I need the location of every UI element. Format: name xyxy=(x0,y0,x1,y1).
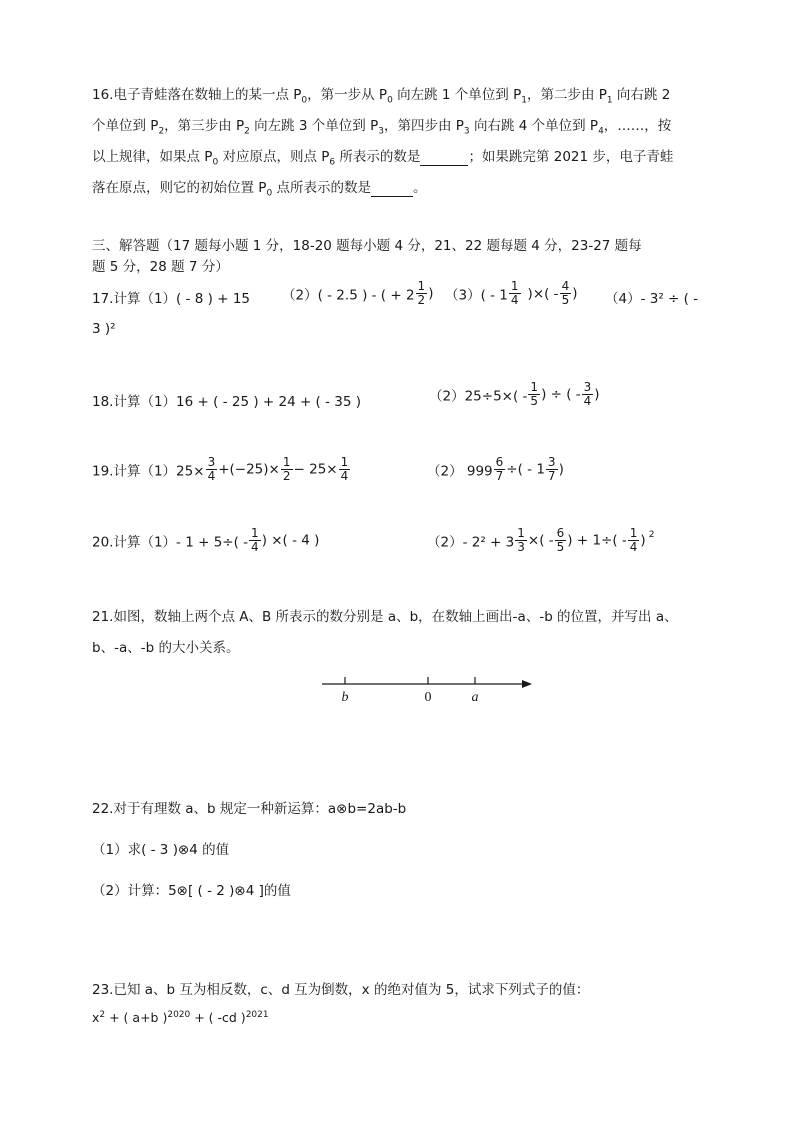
q17-part-4-cont: 3 )² xyxy=(92,321,116,337)
fraction: $\frac{1}{2}$ xyxy=(417,279,426,307)
fraction: $\frac{6}{5}$ xyxy=(556,526,565,554)
arrow-right-icon xyxy=(522,680,532,688)
q21-line-1: 21.如图，数轴上两个点 A、B 所表示的数分别是 a、b，在数轴上画出-a、-b 的位置，并写出 a、 xyxy=(92,609,678,625)
section-3-heading-cont: 题 5 分，28 题 7 分） xyxy=(92,259,229,275)
label-zero: 0 xyxy=(424,690,432,705)
q17-part-1: 17.计算（1）( - 8 ) + 15 xyxy=(92,291,250,307)
fraction: $\frac{1}{4}$ xyxy=(251,526,259,554)
fraction: $\frac{4}{5}$ xyxy=(561,279,570,307)
q20-part-1: 20.计算（1）- 1 + 5÷( - $\frac{1}{4}$ ) ×( - 4 ) xyxy=(92,526,320,554)
q18-part-1: 18.计算（1）16 + ( - 25 ) + 24 + ( - 35 ) xyxy=(92,394,362,410)
number-line xyxy=(318,672,538,712)
q17-part-3: （3）( - 1 $\frac{1}{4}$ )×( - $\frac{4}{5}$ ) xyxy=(445,279,578,307)
q16-line-3: 以上规律，如果点 $P_0$ 对应原点，则点 $P_6$ 所表示的数是 ；如果跳完第 2021 步，电子青蛙 xyxy=(92,149,674,168)
q19-part-2: （2） 999 $\frac{6}{7}$ ÷( - 1 $\frac{3}{7}$ ) xyxy=(427,455,564,483)
label-a: a xyxy=(471,690,479,705)
fraction: $\frac{6}{7}$ xyxy=(495,455,504,483)
answer-blank-2[interactable] xyxy=(371,180,413,197)
q19-part-1: 19.计算（1）25× $\frac{3}{4}$ +(−25)× $\frac{1}{2}$ − 25× $\frac{1}{4}$ xyxy=(92,455,349,483)
fraction: $\frac{1}{5}$ xyxy=(530,380,539,408)
q20-part-2: （2）- 2² + 3 $\frac{1}{3}$ ×( - $\frac{6}{5}$ ) + 1÷( - $\frac{1}{4}$ ) $^2$ xyxy=(427,526,655,554)
fraction: $\frac{1}{4}$ xyxy=(629,526,638,554)
fraction: $\frac{1}{2}$ xyxy=(282,455,291,483)
q18-part-2: （2）25÷5×( - $\frac{1}{5}$ ) ÷ ( - $\frac{3}{4}$ ) xyxy=(429,380,600,408)
q16-line-1: 16.电子青蛙落在数轴上的某一点 $P_0$，第一步从 $P_0$ 向左跳 1 个单位到 $P_1$，第二步由 $P_1$ 向右跳 2 xyxy=(92,87,671,106)
q23-line-2: $x^2$ + ( a+b )$^{2020}$ + ( -cd )$^{2021}$ xyxy=(92,1010,269,1026)
q22-line-1: 22.对于有理数 a、b 规定一种新运算：a⊗b=2ab-b xyxy=(92,801,407,817)
fraction: $\frac{3}{4}$ xyxy=(207,455,216,483)
q17-part-2: （2）( - 2.5 ) - ( + 2 $\frac{1}{2}$ ) xyxy=(282,279,434,307)
fraction: $\frac{1}{4}$ xyxy=(340,455,349,483)
fraction: $\frac{1}{3}$ xyxy=(517,526,525,554)
fraction: $\frac{3}{7}$ xyxy=(547,455,556,483)
answer-blank-1[interactable] xyxy=(420,149,468,166)
fraction: $\frac{1}{4}$ xyxy=(510,279,519,307)
fraction: $\frac{3}{4}$ xyxy=(583,380,592,408)
section-3-heading: 三、解答题（17 题每小题 1 分，18-20 题每小题 4 分，21、22 题每题 4 分，23-27 题每 xyxy=(92,238,642,254)
q23-line-1: 23.已知 a、b 互为相反数，c、d 互为倒数，x 的绝对值为 5，试求下列式子的值： xyxy=(92,982,590,998)
q22-line-3: （2）计算：5⊗[ ( - 2 )⊗4 ]的值 xyxy=(92,883,291,899)
label-b: b xyxy=(341,690,349,705)
q21-line-2: b、-a、-b 的大小关系。 xyxy=(92,640,240,656)
q17-part-4: （4）- 3² ÷ ( - xyxy=(605,291,699,307)
q16-line-2: 个单位到 $P_2$，第三步由 $P_2$ 向左跳 3 个单位到 $P_3$，第四步由 $P_3$ 向右跳 4 个单位到 $P_4$，……，按 xyxy=(92,118,672,137)
q22-line-2: （1）求( - 3 )⊗4 的值 xyxy=(92,842,230,858)
q16-line-4: 落在原点，则它的初始位置 $P_0$ 点所表示的数是 。 xyxy=(92,180,427,199)
